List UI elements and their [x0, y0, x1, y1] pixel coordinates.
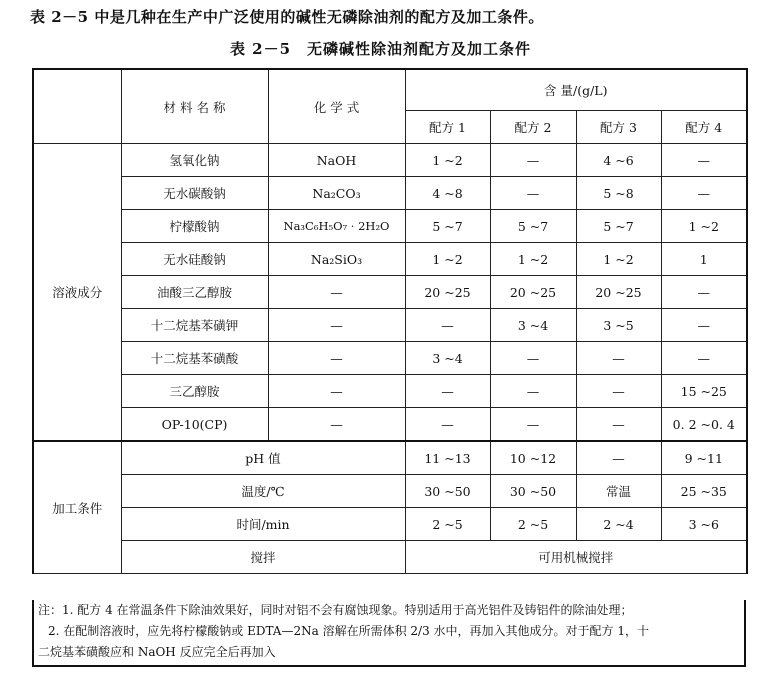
process-name: 搅拌	[121, 541, 405, 574]
material-name: 无水硅酸钠	[121, 243, 268, 276]
note-line: 二烷基苯磺酸应和 NaOH 反应完全后再加入	[38, 645, 276, 659]
material-name: 氢氧化钠	[121, 144, 268, 177]
value-cell: 3 ~4	[490, 309, 576, 342]
value-cell: 5 ~7	[576, 210, 661, 243]
value-cell: 20 ~25	[576, 276, 661, 309]
note-line: 注：1. 配方 4 在常温条件下除油效果好，同时对铝不会有腐蚀现象。特别适用于高光铝件及铸铝件的除油处理；	[38, 603, 633, 617]
stir-value: 可用机械搅拌	[405, 541, 747, 574]
intro-text: 表 2－5 中是几种在生产中广泛使用的碱性无磷除油剂的配方及加工条件。	[30, 8, 544, 26]
group-solution: 溶液成分	[33, 144, 121, 442]
material-name: OP-10(CP)	[121, 408, 268, 442]
value-cell: —	[576, 441, 661, 475]
material-name: 三乙醇胺	[121, 375, 268, 408]
value-cell: 2 ~4	[576, 508, 661, 541]
recipe-table	[32, 68, 748, 574]
chemical-formula: —	[268, 375, 405, 408]
value-cell: 11 ~13	[405, 441, 490, 475]
header-recipe-3: 配方 3	[576, 111, 661, 144]
chemical-formula: NaOH	[268, 144, 405, 177]
value-cell: 1 ~2	[405, 144, 490, 177]
material-name: 无水碳酸钠	[121, 177, 268, 210]
header-recipe-2: 配方 2	[490, 111, 576, 144]
material-name: 油酸三乙醇胺	[121, 276, 268, 309]
chemical-formula: —	[268, 342, 405, 375]
table-row	[33, 408, 747, 442]
value-cell: —	[405, 375, 490, 408]
table-notes	[32, 600, 746, 667]
value-cell: 25 ~35	[661, 475, 747, 508]
value-cell: 4 ~6	[576, 144, 661, 177]
value-cell: —	[576, 408, 661, 442]
value-cell: 5 ~7	[405, 210, 490, 243]
value-cell: 9 ~11	[661, 441, 747, 475]
header-recipe-4: 配方 4	[661, 111, 747, 144]
table-row	[33, 541, 747, 574]
value-cell: —	[490, 144, 576, 177]
value-cell: —	[490, 375, 576, 408]
value-cell: 5 ~8	[576, 177, 661, 210]
corner-cell	[33, 69, 121, 144]
chemical-formula: Na₃C₆H₅O₇ · 2H₂O	[268, 210, 405, 243]
chemical-formula: —	[268, 309, 405, 342]
material-name: 柠檬酸钠	[121, 210, 268, 243]
value-cell: —	[405, 408, 490, 442]
value-cell: —	[661, 276, 747, 309]
group-process: 加工条件	[33, 441, 121, 574]
chemical-formula: —	[268, 276, 405, 309]
header-recipe-1: 配方 1	[405, 111, 490, 144]
value-cell: 3 ~6	[661, 508, 747, 541]
value-cell: 30 ~50	[490, 475, 576, 508]
table-row	[33, 210, 747, 243]
value-cell: 5 ~7	[490, 210, 576, 243]
value-cell: —	[490, 342, 576, 375]
process-name: pH 值	[121, 441, 405, 475]
value-cell: 1 ~2	[405, 243, 490, 276]
table-row	[33, 309, 747, 342]
note-line: 2. 在配制溶液时，应先将柠檬酸钠或 EDTA—2Na 溶解在所需体积 2/3 水中，再加入其他成分。对于配方 1，十	[48, 624, 649, 638]
value-cell: 20 ~25	[405, 276, 490, 309]
value-cell: —	[576, 375, 661, 408]
table-row	[33, 508, 747, 541]
value-cell: 1 ~2	[576, 243, 661, 276]
value-cell: —	[661, 144, 747, 177]
value-cell: 10 ~12	[490, 441, 576, 475]
table-row	[33, 243, 747, 276]
table-row	[33, 342, 747, 375]
table-row	[33, 177, 747, 210]
chemical-formula: Na₂CO₃	[268, 177, 405, 210]
table-row	[33, 276, 747, 309]
value-cell: 1	[661, 243, 747, 276]
value-cell: 2 ~5	[490, 508, 576, 541]
table-caption: 表 2－5 无磷碱性除油剂配方及加工条件	[229, 40, 532, 58]
value-cell: 15 ~25	[661, 375, 747, 408]
table-row	[33, 375, 747, 408]
value-cell: 0. 2 ~0. 4	[661, 408, 747, 442]
table-row	[33, 144, 747, 177]
table-row	[33, 475, 747, 508]
value-cell: 2 ~5	[405, 508, 490, 541]
value-cell: —	[490, 177, 576, 210]
table-row	[33, 441, 747, 475]
value-cell: —	[661, 177, 747, 210]
value-cell: —	[405, 309, 490, 342]
header-formula: 化 学 式	[268, 69, 405, 144]
process-name: 温度/℃	[121, 475, 405, 508]
value-cell: 4 ~8	[405, 177, 490, 210]
header-content: 含 量/(g/L)	[405, 69, 747, 111]
value-cell: —	[490, 408, 576, 442]
chemical-formula: —	[268, 408, 405, 442]
value-cell: 20 ~25	[490, 276, 576, 309]
header-material: 材 料 名 称	[121, 69, 268, 144]
value-cell: 常温	[576, 475, 661, 508]
value-cell: —	[661, 309, 747, 342]
value-cell: 1 ~2	[490, 243, 576, 276]
value-cell: —	[661, 342, 747, 375]
process-name: 时间/min	[121, 508, 405, 541]
value-cell: —	[576, 342, 661, 375]
chemical-formula: Na₂SiO₃	[268, 243, 405, 276]
material-name: 十二烷基苯磺酸	[121, 342, 268, 375]
value-cell: 3 ~4	[405, 342, 490, 375]
value-cell: 1 ~2	[661, 210, 747, 243]
material-name: 十二烷基苯磺钾	[121, 309, 268, 342]
value-cell: 3 ~5	[576, 309, 661, 342]
value-cell: 30 ~50	[405, 475, 490, 508]
